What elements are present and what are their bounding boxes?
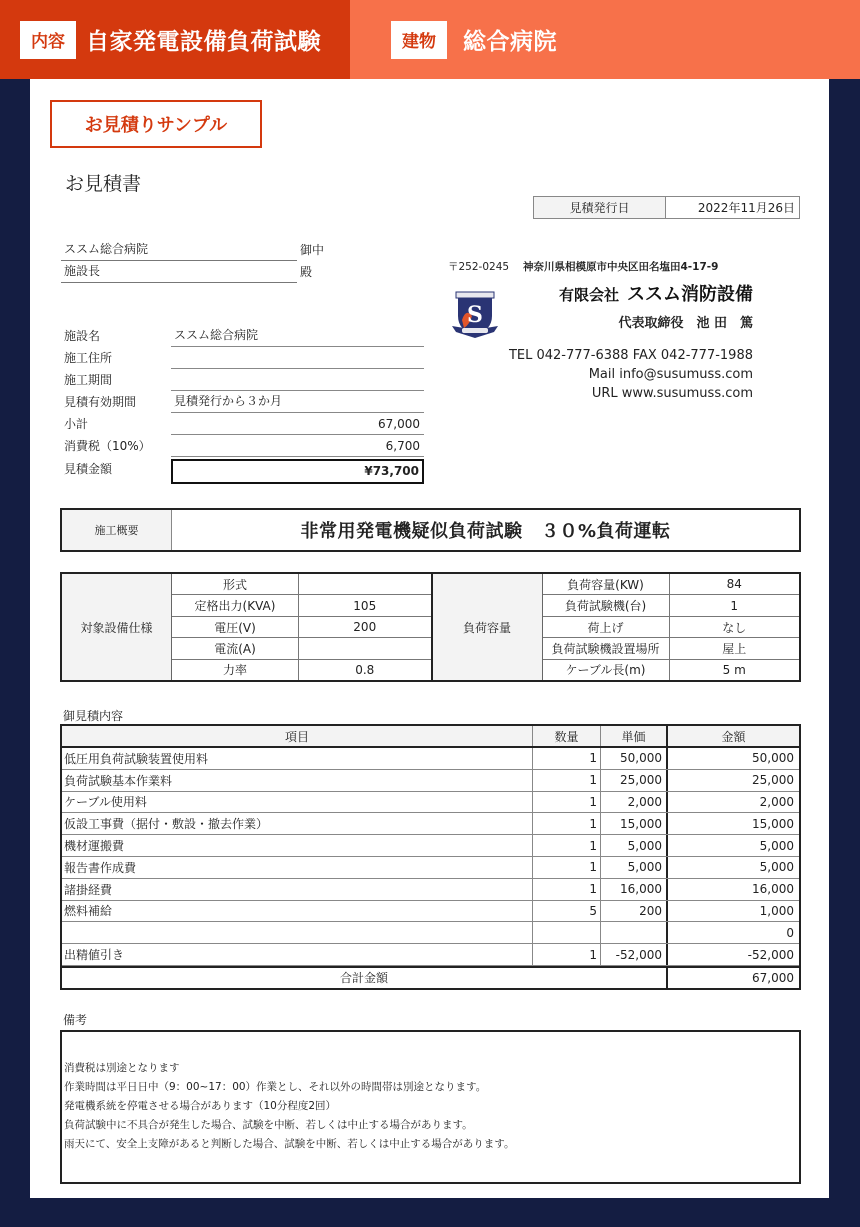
info-label: 見積金額 bbox=[64, 462, 113, 476]
spec-value: 0.8 bbox=[355, 662, 375, 677]
company-block bbox=[448, 259, 753, 403]
spec-value: なし bbox=[722, 620, 747, 635]
issue-date-value: 2022年11月26日 bbox=[697, 201, 795, 215]
representative: 代表取締役 池 田 篤 bbox=[618, 316, 753, 331]
spec-key: 電圧(V) bbox=[172, 617, 299, 637]
item-row bbox=[62, 901, 799, 923]
item-qty: 1 bbox=[532, 944, 600, 965]
item-qty: 1 bbox=[532, 748, 600, 769]
info-label: 施工住所 bbox=[64, 351, 113, 365]
info-row-tax bbox=[61, 435, 424, 457]
item-row bbox=[62, 792, 799, 814]
overview-label: 施工概要 bbox=[62, 510, 172, 550]
spec-value: 200 bbox=[353, 620, 377, 635]
item-amount: 5,000 bbox=[666, 857, 799, 878]
info-label: 消費税（10%） bbox=[64, 439, 151, 453]
spec-key: 形式 bbox=[172, 574, 299, 594]
header-amount: 金額 bbox=[666, 726, 799, 746]
info-row-facility bbox=[61, 325, 424, 347]
info-label: 施設名 bbox=[64, 329, 101, 343]
item-name: 低圧用負荷試験装置使用料 bbox=[64, 751, 209, 766]
info-label: 見積有効期間 bbox=[64, 395, 137, 409]
info-row-total bbox=[61, 457, 424, 483]
url[interactable]: URL www.susumuss.com bbox=[591, 386, 753, 401]
items-total-label: 合計金額 bbox=[339, 971, 388, 986]
spec-key: 負荷容量(KW) bbox=[543, 574, 670, 594]
company-name-text: ススム消防設備 bbox=[627, 284, 753, 305]
item-name: 燃料補給 bbox=[64, 904, 113, 919]
info-label: 小計 bbox=[64, 417, 89, 431]
item-qty: 5 bbox=[532, 901, 600, 922]
issue-date-table bbox=[533, 196, 800, 219]
info-value bbox=[171, 365, 424, 369]
item-unit-price: 15,000 bbox=[600, 813, 666, 834]
tax-value: 6,700 bbox=[171, 439, 424, 457]
item-name: 機材運搬費 bbox=[64, 839, 125, 854]
addressee-person: 施設長 bbox=[61, 262, 297, 283]
spec-row bbox=[543, 638, 800, 659]
item-row bbox=[62, 770, 799, 792]
issue-date-label: 見積発行日 bbox=[534, 197, 666, 218]
estimate-document bbox=[30, 79, 829, 1198]
spec-value bbox=[299, 638, 431, 658]
items-header-row bbox=[62, 726, 799, 748]
item-qty: 1 bbox=[532, 792, 600, 813]
item-unit-price: 5,000 bbox=[600, 835, 666, 856]
items-total-row bbox=[62, 966, 799, 988]
company-crest-icon bbox=[448, 286, 502, 340]
item-unit-price: 16,000 bbox=[600, 879, 666, 900]
spec-row bbox=[172, 574, 431, 595]
info-row-period bbox=[61, 369, 424, 391]
company-address bbox=[448, 259, 753, 274]
spec-value: 屋上 bbox=[722, 641, 747, 656]
item-qty: 1 bbox=[532, 879, 600, 900]
item-amount: -52,000 bbox=[666, 944, 799, 965]
item-name bbox=[62, 922, 532, 943]
item-unit-price: 25,000 bbox=[600, 770, 666, 791]
spec-row bbox=[172, 595, 431, 616]
spec-value bbox=[299, 574, 431, 594]
sample-label: お見積りサンプル bbox=[50, 100, 262, 148]
item-unit-price: 200 bbox=[600, 901, 666, 922]
postal-code: 〒252-0245 bbox=[448, 261, 510, 273]
estimate-info bbox=[61, 325, 424, 483]
svg-text:S: S bbox=[467, 302, 483, 328]
address: 神奈川県相模原市中央区田名塩田4-17-9 bbox=[523, 261, 719, 273]
item-row bbox=[62, 748, 799, 770]
info-value: 見積発行から３か月 bbox=[171, 392, 424, 413]
item-unit-price: 5,000 bbox=[600, 857, 666, 878]
spec-key: 荷上げ bbox=[543, 617, 670, 637]
spec-key: 定格出力(KVA) bbox=[172, 595, 299, 615]
total-amount: ¥73,700 bbox=[171, 459, 424, 484]
note-line: 発電機系統を停電させる場合があります（10分程度2回） bbox=[64, 1100, 337, 1112]
addressee-org-suffix: 御中 bbox=[300, 243, 325, 257]
header-unit: 単価 bbox=[600, 726, 666, 746]
load-capacity bbox=[431, 574, 800, 680]
item-name: 報告書作成費 bbox=[64, 860, 137, 875]
company-type: 有限会社 bbox=[558, 286, 619, 304]
item-amount: 5,000 bbox=[666, 835, 799, 856]
spec-key: 負荷試験機設置場所 bbox=[543, 638, 670, 658]
spec-row bbox=[543, 617, 800, 638]
item-row bbox=[62, 813, 799, 835]
addressee-person-row bbox=[61, 261, 361, 283]
items-table bbox=[60, 724, 801, 990]
content-title: 自家発電設備負荷試験 bbox=[86, 29, 321, 55]
info-label: 施工期間 bbox=[64, 373, 113, 387]
load-capacity-label: 負荷容量 bbox=[433, 574, 543, 680]
item-amount: 50,000 bbox=[666, 748, 799, 769]
building-tag: 建物 bbox=[391, 21, 447, 59]
header-bar bbox=[0, 0, 860, 79]
building-title: 総合病院 bbox=[463, 29, 557, 55]
equipment-spec bbox=[62, 574, 431, 680]
content-section bbox=[0, 0, 350, 79]
company-name bbox=[502, 280, 753, 306]
item-unit-price: -52,000 bbox=[600, 944, 666, 965]
work-overview bbox=[60, 508, 801, 552]
subtotal-value: 67,000 bbox=[171, 417, 424, 435]
phone-fax: TEL 042-777-6388 FAX 042-777-1988 bbox=[508, 348, 753, 363]
item-qty: 1 bbox=[532, 813, 600, 834]
contact-info bbox=[448, 346, 753, 403]
spec-row bbox=[543, 574, 800, 595]
spec-value: 105 bbox=[353, 598, 377, 613]
addressee bbox=[61, 239, 361, 283]
item-qty: 1 bbox=[532, 835, 600, 856]
item-name: 負荷試験基本作業料 bbox=[64, 773, 173, 788]
spec-row bbox=[172, 617, 431, 638]
item-amount: 16,000 bbox=[666, 879, 799, 900]
item-amount: 2,000 bbox=[666, 792, 799, 813]
item-name: 諸掛経費 bbox=[64, 882, 113, 897]
item-unit-price bbox=[600, 922, 666, 943]
info-row-validity bbox=[61, 391, 424, 413]
spec-key: 電流(A) bbox=[172, 638, 299, 658]
item-unit-price: 50,000 bbox=[600, 748, 666, 769]
notes-box bbox=[60, 1030, 801, 1184]
header-qty: 数量 bbox=[532, 726, 600, 746]
item-qty: 1 bbox=[532, 770, 600, 791]
item-amount: 25,000 bbox=[666, 770, 799, 791]
items-total-value: 67,000 bbox=[666, 968, 799, 988]
company-row bbox=[448, 280, 753, 340]
item-qty bbox=[532, 922, 600, 943]
spec-key: ケーブル長(m) bbox=[543, 660, 670, 680]
item-row bbox=[62, 879, 799, 901]
item-row bbox=[62, 944, 799, 966]
building-section bbox=[350, 0, 860, 79]
note-line: 負荷試験中に不具合が発生した場合、試験を中断、若しくは中止する場合があります。 bbox=[64, 1119, 473, 1131]
note-line: 作業時間は平日日中（9：00~17：00）作業とし、それ以外の時間帯は別途となります。 bbox=[64, 1081, 487, 1093]
spec-key: 力率 bbox=[172, 660, 299, 680]
info-row-address bbox=[61, 347, 424, 369]
item-row bbox=[62, 922, 799, 944]
company-text bbox=[502, 280, 753, 340]
document-title: お見積書 bbox=[65, 173, 142, 195]
item-unit-price: 2,000 bbox=[600, 792, 666, 813]
content-tag: 内容 bbox=[20, 21, 76, 59]
info-value: ススム総合病院 bbox=[171, 326, 424, 347]
note-line: 消費税は別途となります bbox=[64, 1062, 180, 1074]
note-line: 雨天にて、安全上支障があると判断した場合、試験を中断、若しくは中止する場合があります。 bbox=[64, 1138, 515, 1150]
spec-value: 5 m bbox=[722, 662, 746, 677]
equipment-spec-label: 対象設備仕様 bbox=[62, 574, 172, 680]
item-name: ケーブル使用料 bbox=[64, 795, 147, 810]
spec-value: 1 bbox=[730, 598, 739, 613]
spec-row bbox=[172, 638, 431, 659]
item-name: 出精値引き bbox=[64, 948, 125, 963]
addressee-org-row bbox=[61, 239, 361, 261]
item-qty: 1 bbox=[532, 857, 600, 878]
spec-row bbox=[543, 595, 800, 616]
item-amount: 1,000 bbox=[666, 901, 799, 922]
item-name: 仮設工事費（据付・敷設・撤去作業） bbox=[64, 817, 269, 832]
item-row bbox=[62, 835, 799, 857]
items-section-label: 御見積内容 bbox=[63, 709, 124, 723]
spec-row bbox=[543, 660, 800, 680]
info-row-subtotal bbox=[61, 413, 424, 435]
addressee-person-suffix: 殿 bbox=[300, 265, 313, 279]
spec-value: 84 bbox=[726, 577, 742, 592]
notes-label: 備考 bbox=[63, 1013, 88, 1027]
info-value bbox=[171, 387, 424, 391]
item-row bbox=[62, 857, 799, 879]
header-name: 項目 bbox=[284, 729, 309, 744]
addressee-org: ススム総合病院 bbox=[61, 240, 297, 261]
spec-table bbox=[60, 572, 801, 682]
overview-value: 非常用発電機疑似負荷試験 ３０%負荷運転 bbox=[300, 521, 671, 542]
spec-key: 負荷試験機(台) bbox=[543, 595, 670, 615]
item-amount: 0 bbox=[666, 922, 799, 943]
mail[interactable]: Mail info@susumuss.com bbox=[588, 367, 753, 382]
spec-row bbox=[172, 660, 431, 680]
item-amount: 15,000 bbox=[666, 813, 799, 834]
